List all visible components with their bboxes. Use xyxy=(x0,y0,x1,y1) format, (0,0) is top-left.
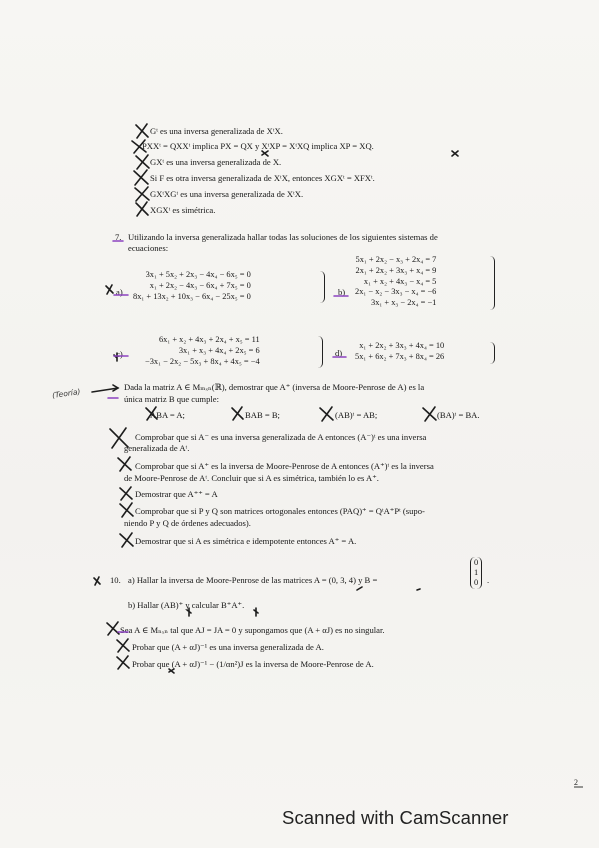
item-viii: GXᵗXGᵗ es una inversa generalizada de XᵗX. xyxy=(150,189,304,199)
cross-mark-7a xyxy=(106,285,113,294)
camscanner-watermark: Scanned with CamScanner xyxy=(282,807,509,828)
system-a-eq1: 3x₁ + 5x₂ + 2x₃ − 4x₄ − 6x₅ = 0 xyxy=(145,270,251,279)
problem-8-line1: Dada la matriz A ∈ Mₘₓₙ(ℝ), demostrar que A⁺ (inversa de Moore-Penrose de A) es la xyxy=(124,382,425,392)
item-iv: Gᵗ es una inversa generalizada de XᵗX. xyxy=(150,126,283,136)
system-a-label: a) xyxy=(116,287,123,297)
cross-mark-9e xyxy=(120,533,133,547)
cross-mark-9c xyxy=(120,487,132,500)
system-c xyxy=(145,335,260,367)
problem-11-intro: Sea A ∈ Mₙₓₙ tal que AJ = JA = 0 y supongamos que (A + αJ) es no singular. xyxy=(120,625,385,635)
system-c-eq2: 3x₁ + x₃ + 4x₄ + 2x₅ = 6 xyxy=(178,345,260,355)
system-d-eq1: x₁ + 2x₂ + 3x₃ + 4x₄ = 10 xyxy=(359,341,445,350)
cross-mark-iv xyxy=(136,124,148,138)
system-c-label: c) xyxy=(116,349,123,359)
problem-10a: a) Hallar la inversa de Moore-Penrose de las matrices A = (0, 3, 4) y B = xyxy=(128,575,378,585)
item-vii: Si F es otra inversa generalizada de XᵗX, entonces XGXᵗ = XFXᵗ. xyxy=(150,173,375,183)
cross-mark-vii xyxy=(134,170,148,185)
arrow-teoria xyxy=(92,388,118,392)
small-mark-10b-2 xyxy=(254,608,258,616)
problem-11b: Probar que (A + αJ)⁻¹ − (1/αn²)J es la inversa de Moore-Penrose de A. xyxy=(132,659,374,669)
problem-9c: Demostrar que A⁺⁺ = A xyxy=(135,489,218,499)
problem-9a-line1: Comprobar que si A⁻ es una inversa generalizada de A entonces (A⁻)ᵗ es una inversa xyxy=(135,432,427,442)
small-mark-10-2 xyxy=(417,589,420,590)
system-d xyxy=(355,341,444,363)
item-v: PXXᵗ = QXXᵗ implica PX = QX y XᵗXP = XᵗXQ implica XP = XQ. xyxy=(142,141,374,151)
vector-b-entry-3: 0 xyxy=(474,578,479,587)
system-b-eq1: 5x₁ + 2x₂ − x₃ + 2x₄ = 7 xyxy=(355,255,437,264)
problem-7-line1: Utilizando la inversa generalizada hallar todas las soluciones de los siguientes sistemas de xyxy=(128,232,438,242)
problem-7-number: 7. xyxy=(115,232,122,242)
cross-mark-9d xyxy=(120,503,133,517)
mp-condition-1: ABA = A; xyxy=(150,410,185,420)
cross-mark-vi xyxy=(136,155,149,169)
handwritten-teoria-note: (Teoría) xyxy=(51,387,81,400)
system-a-eq3: 8x₁ + 13x₂ + 10x₃ − 6x₄ − 25x₅ = 0 xyxy=(133,291,251,301)
system-b-eq2: 2x₁ + 2x₂ + 3x₃ + x₄ = 9 xyxy=(355,265,437,275)
small-mark-v-2 xyxy=(452,151,458,156)
problem-9d-line2: niendo P y Q de órdenes adecuados). xyxy=(124,518,251,528)
cross-mark-9b xyxy=(118,457,131,471)
vector-b xyxy=(470,557,482,589)
problem-7-line2: ecuaciones: xyxy=(128,243,169,253)
vector-b-entry-2: 1 xyxy=(474,568,479,577)
cross-mark-viii xyxy=(135,187,149,201)
cross-mark-cond2 xyxy=(232,407,243,420)
problem-9b-line2: de Moore-Penrose de Aᵗ. Concluir que si A es simétrica, también lo es A⁺. xyxy=(124,473,379,483)
system-b-brace xyxy=(490,256,495,310)
system-a xyxy=(133,270,251,302)
problem-11a: Probar que (A + αJ)⁻¹ es una inversa generalizada de A. xyxy=(132,642,324,652)
cross-mark-cond3 xyxy=(320,407,333,421)
item-ix: XGXᵗ es simétrica. xyxy=(150,205,216,215)
mp-condition-2: BAB = B; xyxy=(245,410,280,420)
cross-mark-ix xyxy=(136,202,148,216)
problem-9b-line1: Comprobar que si A⁺ es la inversa de Moore-Penrose de A entonces (A⁺)ᵗ es la inversa xyxy=(135,461,434,471)
system-b-label: b) xyxy=(338,287,346,297)
mp-condition-4: (BA)ᵗ = BA. xyxy=(437,410,480,420)
system-d-eq2: 5x₁ + 6x₂ + 7x₃ + 8x₄ = 26 xyxy=(355,351,445,361)
system-a-brace xyxy=(320,271,325,303)
system-d-brace xyxy=(490,342,495,364)
system-b-eq3: x₁ + x₂ + 4x₃ − x₄ = 5 xyxy=(363,276,437,286)
problem-9a-line2: generalizada de Aᵗ. xyxy=(124,443,190,453)
cross-mark-11a xyxy=(117,639,129,652)
problem-10b: b) Hallar (AB)⁺ y calcular B⁺A⁺. xyxy=(128,600,245,610)
mp-condition-3: (AB)ᵗ = AB; xyxy=(335,410,378,420)
problem-10-number: 10. xyxy=(110,575,121,585)
item-vi: GXᵗ es una inversa generalizada de X. xyxy=(150,157,282,167)
system-b-eq5: 3x₁ + x₃ − 2x₄ = −1 xyxy=(371,298,437,308)
vector-b-entry-1: 0 xyxy=(474,558,479,567)
system-c-eq3: −3x₁ − 2x₂ − 5x₃ + 8x₄ + 4x₅ = −4 xyxy=(145,356,260,366)
system-a-eq2: x₁ + 2x₂ − 4x₃ − 6x₄ + 7x₅ = 0 xyxy=(149,280,251,290)
small-mark-10-1 xyxy=(357,587,362,590)
problem-8-line2: única matriz B que cumple: xyxy=(124,394,219,404)
cross-mark-cond4 xyxy=(423,407,436,421)
cross-mark-11b xyxy=(117,656,129,669)
cross-mark-11 xyxy=(107,622,119,635)
system-b-eq4: 2x₁ − x₂ − 3x₃ − x₄ = −6 xyxy=(355,287,437,297)
problem-9d-line1: Comprobar que si P y Q son matrices ortogonales entonces (PAQ)⁺ = QᵗA⁺Pᵗ (supo- xyxy=(135,506,425,516)
document: Gᵗ es una inversa generalizada de XᵗX. PXXᵗ = QXXᵗ implica PX = QX y XᵗXP = XᵗXQ implica XP = XQ. GXᵗ es una inversa generalizada de X. Si F es otra inversa generalizada de XᵗX, entonces XGXᵗ = XFXᵗ. GXᵗXGᵗ es una inversa generalizada de XᵗX. XGXᵗ es simétrica. 7. Utilizando la inversa generalizada hallar todas las soluciones de los siguientes sistemas de ecuaciones: a) 3x₁ + 5x₂ + 2x₃ − 4x₄ − 6x₅ = 0 x₁ + 2x₂ − 4x₃ − 6x₄ + 7x₅ = 0 8x₁ + 13x₂ + 10x₃ − 6x₄ − 25x₅ = 0 b) 5x₁ + 2x₂ − x₃ + 2x₄ = 7 2x₁ + 2x₂ + 3x₃ + x₄ = 9 x₁ + x₂ + 4x₃ − x₄ = 5 2x₁ − x₂ − 3x₃ − x₄ = −6 3x₁ + x₃ − 2x₄ = −1 c) 6x₁ + x₂ + 4x₃ + 2x₄ + x₅ = 11 3x₁ + x₃ + 4x₄ + 2x₅ = 6 −3x₁ − 2x₂ − 5x₃ + 8x₄ + 4x₅ = −4 d) x₁ + 2x₂ + 3x₃ + 4x₄ = 10 5x₁ + 6x₂ + 7x₃ + 8x₄ = 26 (Teoría) Dada la matriz A ∈ Mₘₓₙ(ℝ), demostrar que A⁺ (inversa de Moore-Penrose de A) es la única matriz B que cumple: ABA = A; BAB = B; (AB)ᵗ = AB; (BA)ᵗ = BA. Comprobar que si A⁻ es una inversa generalizada de A entonces (A⁻)ᵗ es una inversa generalizada de Aᵗ. Comprobar que si A⁺ es la inversa de Moore-Penrose de A entonces (A⁺)ᵗ es la inversa de Moore-Penrose de Aᵗ. Concluir que si A es simétrica, también lo es A⁺. Demostrar que A⁺⁺ = A Comprobar que si P y Q son matrices ortogonales entonces (PAQ)⁺ = QᵗA⁺Pᵗ (supo- niendo P y Q de órdenes adecuados). Demostrar que si A es simétrica e idempotente entonces A⁺ = A. 10. a) Hallar la inversa de Moore-Penrose de las matrices A = (0, 3, 4) y B = 0 1 0 . b) Hallar (AB)⁺ y calcular B⁺A⁺. Sea A ∈ Mₙₓₙ tal que AJ = JA = 0 y supongamos que (A + αJ) es no singular. Probar que (A + αJ)⁻¹ es una inversa generalizada de A. Probar que (A + αJ)⁻¹ − (1/αn²)J es la inversa de Moore-Penrose de A. 2 Scanned with CamScanner xyxy=(0,0,599,848)
system-c-eq1: 6x₁ + x₂ + 4x₃ + 2x₄ + x₅ = 11 xyxy=(158,335,260,344)
system-d-label: d) xyxy=(335,348,343,358)
system-b xyxy=(355,255,436,309)
system-c-brace xyxy=(318,336,323,368)
problem-9e: Demostrar que si A es simétrica e idempotente entonces A⁺ = A. xyxy=(135,536,357,546)
cross-mark-10 xyxy=(94,577,100,585)
page-number: 2 xyxy=(574,778,578,787)
arrow-teoria-head xyxy=(113,385,118,391)
